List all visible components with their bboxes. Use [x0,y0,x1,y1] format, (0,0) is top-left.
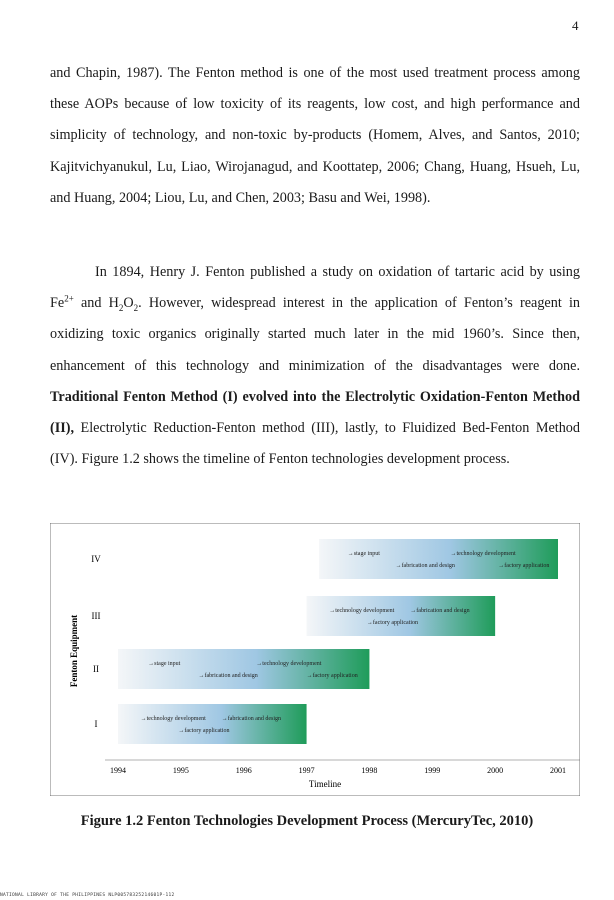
para2-emphasis: Traditional Fenton Method (I) evolved into the Electrolytic Oxidation-Fenton Method (II), [50,388,580,437]
body-paragraph-1: and Chapin, 1987). The Fenton method is one of the most used treatment process among these AOPs because of low toxicity of its reagents, low cost, and high performance and simplicity of technology, and non-toxic by-products (Homem, Alves, and Santos, 2010; Kajitvichyanukul, Lu, Liao, Wirojanagud, and Koottatep, 2006; Chang, Huang, Hsueh, Lu, and Huang, 2004; Liou, Lu, and Chen, 2003; Basu and Wei, 1998). [50,65,580,206]
x-tick-label: 1995 [172,766,189,775]
row-label: IV [91,554,101,564]
figure-caption: Figure 1.2 Fenton Technologies Development Process (MercuryTec, 2010) [80,813,534,829]
stage-label: →factory application [178,727,230,734]
row-label: II [93,664,99,674]
stage-label: →technology development [329,607,395,614]
para2-text-a: In 1894, Henry J. Fenton published a study on oxidation of tartaric acid by using Fe [50,264,580,312]
stage-label: →technology development [256,660,322,667]
x-tick-label: 1999 [424,766,441,775]
body-paragraph-2 [50,257,580,475]
stage-label: →factory application [498,562,550,569]
timeline-bar [118,649,369,689]
timeline-chart [50,523,580,796]
para2-text-b: and H [73,295,119,312]
timeline-figure [50,523,580,796]
stage-label: →technology development [140,715,206,722]
x-tick-label: 1994 [110,766,126,775]
library-footer: NATIONAL LIBRARY OF THE PHILIPPINES NLP00578325214601P-112 [0,893,175,898]
stage-label: →stage input [148,660,181,667]
stage-label: →fabrication and design [410,607,470,614]
x-tick-label: 2001 [550,766,566,775]
x-tick-label: 1997 [298,766,315,775]
para2-text-d: . However, widespread interest in the application of Fenton’s reagent in oxidizing toxic organics originally started much later in the mid 1960’s. Since then, enhancement of this technology and minimization of the disadvantages were done. [50,295,581,374]
x-tick-label: 1998 [361,766,378,775]
x-tick-label: 1996 [235,766,252,775]
stage-label: →factory application [306,672,358,679]
y-axis-label: Fenton Equipment [69,614,79,688]
stage-label: →fabrication and design [395,562,455,569]
h2-subscript: 2 [118,303,124,314]
x-axis-label: Timeline [308,779,342,789]
iron-charge-superscript: 2+ [64,293,74,304]
row-label: III [91,611,101,621]
para2-text-e: Electrolytic Reduction-Fenton method (III), lastly, to Fluidized Bed-Fenton Method (IV). Figure 1.2 shows the timeline of Fenton technologies development process. [50,420,580,468]
stage-label: →fabrication and design [221,715,282,722]
page-number: 4 [572,18,579,33]
stage-label: →stage input [347,550,380,557]
row-label: I [94,719,98,729]
para2-text-c: O [123,295,134,312]
stage-label: →fabrication and design [198,672,258,679]
stage-label: →factory application [366,619,419,626]
timeline-bar [319,539,558,579]
stage-label: →technology development [450,550,516,557]
x-tick-label: 2000 [487,766,504,775]
o2-subscript: 2 [133,303,139,314]
timeline-bar [118,704,307,744]
timeline-bar [307,596,496,636]
